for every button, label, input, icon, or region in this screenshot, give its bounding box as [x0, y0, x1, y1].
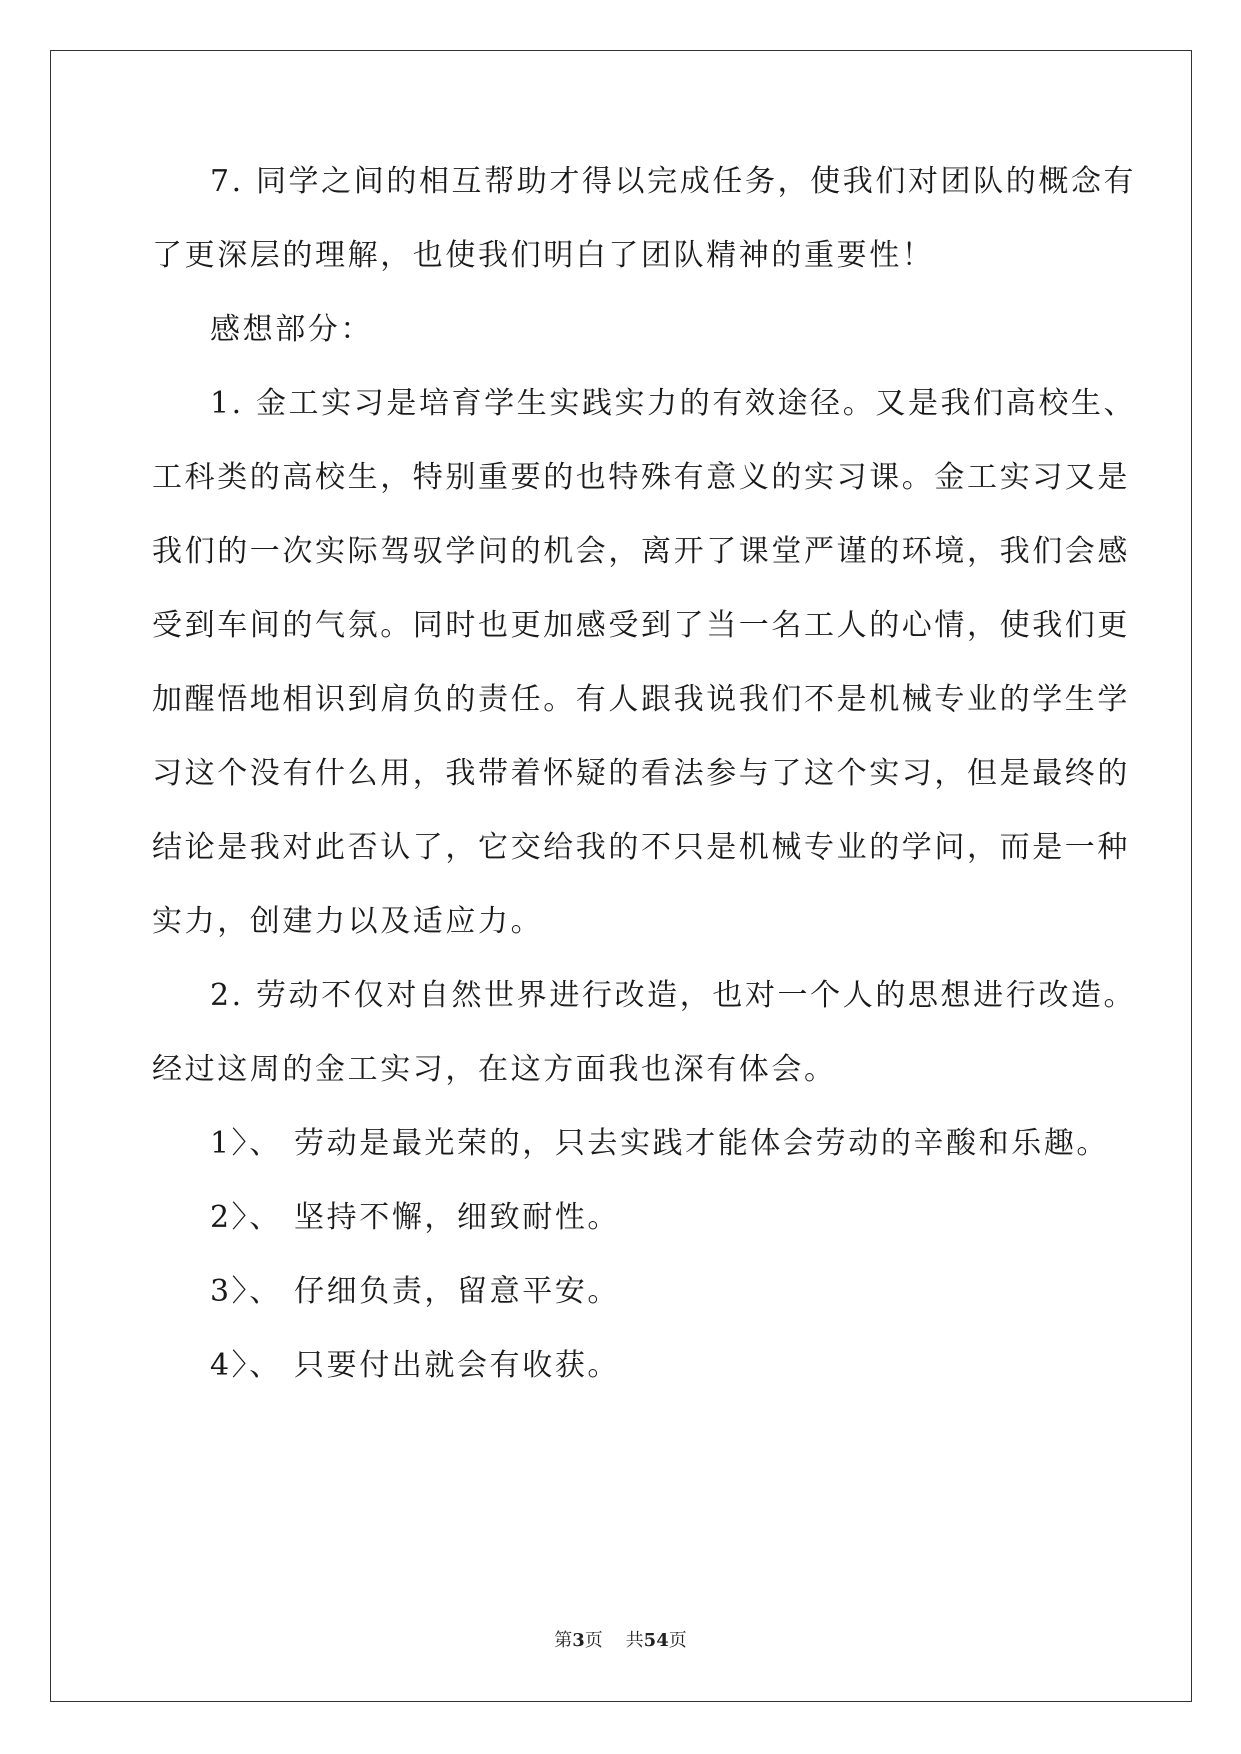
page-footer — [0, 1629, 1241, 1653]
page-border — [50, 50, 1192, 1702]
list-item: 1〉、 劳动是最光荣的，只去实践才能体会劳动的辛酸和乐趣。 — [210, 1126, 1110, 1161]
text-line: 习这个没有什么用，我带着怀疑的看法参与了这个实习，但是最终的 — [152, 756, 1130, 791]
text-line: 2. 劳动不仅对自然世界进行改造，也对一个人的思想进行改造。 — [210, 978, 1137, 1013]
text-line: 结论是我对此否认了，它交给我的不只是机械专业的学问，而是一种 — [152, 830, 1130, 865]
text-line: 经过这周的金工实习，在这方面我也深有体会。 — [152, 1052, 837, 1087]
text-line: 了更深层的理解，也使我们明白了团队精神的重要性！ — [152, 238, 935, 273]
text-line: 1. 金工实习是培育学生实践实力的有效途径。又是我们高校生、 — [210, 386, 1137, 421]
text-line: 加醒悟地相识到肩负的责任。有人跟我说我们不是机械专业的学生学 — [152, 682, 1130, 717]
list-item: 2〉、 坚持不懈，细致耐性。 — [210, 1200, 621, 1235]
footer-total-suffix: 页 — [668, 1630, 687, 1651]
text-line: 7. 同学之间的相互帮助才得以完成任务，使我们对团队的概念有 — [210, 164, 1137, 199]
text-line: 受到车间的气氛。同时也更加感受到了当一名工人的心情，使我们更 — [152, 608, 1130, 643]
section-heading: 感想部分： — [210, 312, 373, 347]
footer-page-suffix: 页 — [584, 1630, 603, 1651]
text-line: 实力，创建力以及适应力。 — [152, 904, 544, 939]
text-line: 我们的一次实际驾驭学问的机会，离开了课堂严谨的环境，我们会感 — [152, 534, 1130, 569]
footer-total-prefix: 共 — [625, 1630, 644, 1651]
list-item: 3〉、 仔细负责，留意平安。 — [210, 1274, 621, 1309]
current-page-number: 3 — [572, 1630, 585, 1651]
text-line: 工科类的高校生，特别重要的也特殊有意义的实习课。金工实习又是 — [152, 460, 1130, 495]
footer-prefix: 第 — [554, 1630, 573, 1651]
total-pages-number: 54 — [643, 1630, 669, 1651]
list-item: 4〉、 只要付出就会有收获。 — [210, 1348, 621, 1383]
